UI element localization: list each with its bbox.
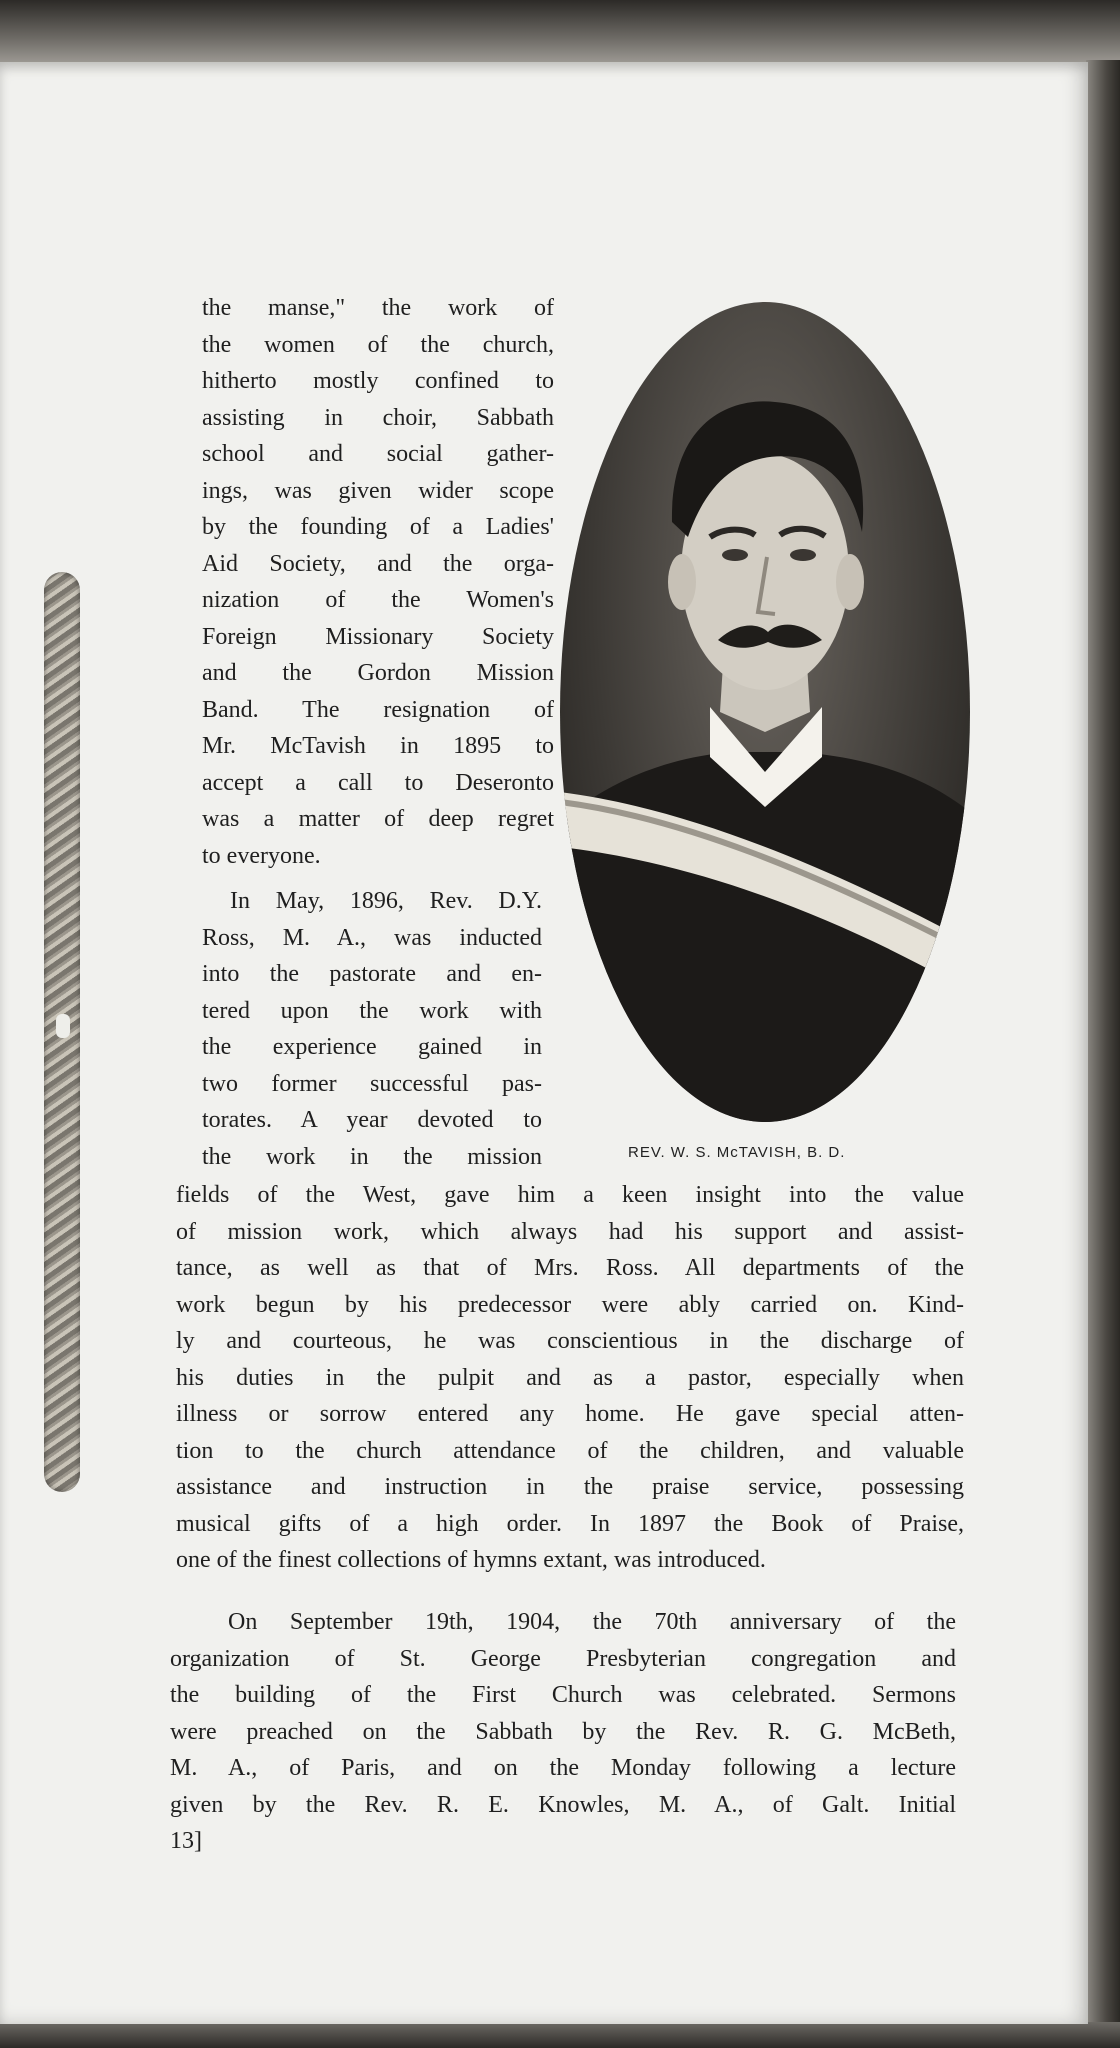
text-line: ly and courteous, he was conscientious in the discharge of: [176, 1328, 964, 1354]
text-line: assisting in choir, Sabbath: [202, 404, 554, 431]
text-line: ings, was given wider scope: [202, 477, 554, 504]
portrait-caption: REV. W. S. McTAVISH, B. D.: [628, 1144, 846, 1161]
paragraph-ross-continued: [176, 1177, 964, 1579]
text-line: tance, as well as that of Mrs. Ross. All departments of the: [176, 1255, 964, 1281]
text-line: Band. The resignation of: [202, 696, 554, 723]
paragraph-anniversary: [170, 1604, 956, 1860]
text-line: school and social gather-: [202, 441, 554, 467]
text-line: to everyone.: [202, 842, 321, 869]
text-line: the experience gained in: [202, 1034, 542, 1060]
text-line: given by the Rev. R. E. Knowles, M. A., of Galt. Initial: [170, 1791, 956, 1818]
text-line: In May, 1896, Rev. D.Y.: [230, 888, 542, 914]
text-line: musical gifts of a high order. In 1897 the Book of Praise,: [176, 1510, 964, 1537]
text-line: by the founding of a Ladies': [202, 514, 554, 540]
text-line: the work in the mission: [202, 1143, 542, 1170]
text-line: accept a call to Deseronto: [202, 769, 554, 796]
text-line: organization of St. George Presbyterian congregation and: [170, 1645, 956, 1672]
text-line: of mission work, which always had his support and assist-: [176, 1218, 964, 1245]
paragraph-ross: [202, 883, 542, 1175]
portrait-illustration: [560, 302, 970, 1122]
text-line: Ross, M. A., was inducted: [202, 924, 542, 951]
text-line: Foreign Missionary Society: [202, 623, 554, 650]
text-line: Mr. McTavish in 1895 to: [202, 733, 554, 759]
text-line: were preached on the Sabbath by the Rev. R. G. McBeth,: [170, 1718, 956, 1745]
portrait-photo: [560, 302, 970, 1122]
text-line: the women of the church,: [202, 331, 554, 358]
text-line: tered upon the work with: [202, 997, 542, 1024]
text-line: M. A., of Paris, and on the Monday following a lecture: [170, 1755, 956, 1781]
text-line: and the Gordon Mission: [202, 660, 554, 686]
text-line: the building of the First Church was celebrated. Sermons: [170, 1682, 956, 1708]
text-line: the manse," the work of: [202, 295, 554, 321]
text-line: torates. A year devoted to: [202, 1107, 542, 1133]
text-line: fields of the West, gave him a keen insight into the value: [176, 1182, 964, 1208]
text-line: nization of the Women's: [202, 587, 554, 613]
bookmark-ribbon-knot: [56, 1014, 70, 1038]
text-line: tion to the church attendance of the children, and valuable: [176, 1437, 964, 1464]
book-side-edge: [1086, 60, 1120, 2048]
text-line: work begun by his predecessor were ably carried on. Kind-: [176, 1291, 964, 1318]
text-line: into the pastorate and en-: [202, 961, 542, 987]
book-top-edge: [0, 0, 1120, 70]
page-number: 13]: [170, 1828, 202, 1854]
text-line: two former successful pas-: [202, 1070, 542, 1097]
text-line: one of the finest collections of hymns extant, was introduced.: [176, 1547, 766, 1573]
text-line: was a matter of deep regret: [202, 806, 554, 832]
text-line: his duties in the pulpit and as a pastor, especially when: [176, 1364, 964, 1391]
text-line: assistance and instruction in the praise service, possessing: [176, 1474, 964, 1500]
paragraph-manse: [202, 290, 554, 874]
text-line: On September 19th, 1904, the 70th anniversary of the: [228, 1609, 956, 1635]
text-line: hitherto mostly confined to: [202, 368, 554, 394]
text-line: illness or sorrow entered any home. He gave special atten-: [176, 1401, 964, 1427]
book-bottom-edge: [0, 2022, 1120, 2048]
text-line: Aid Society, and the orga-: [202, 550, 554, 577]
